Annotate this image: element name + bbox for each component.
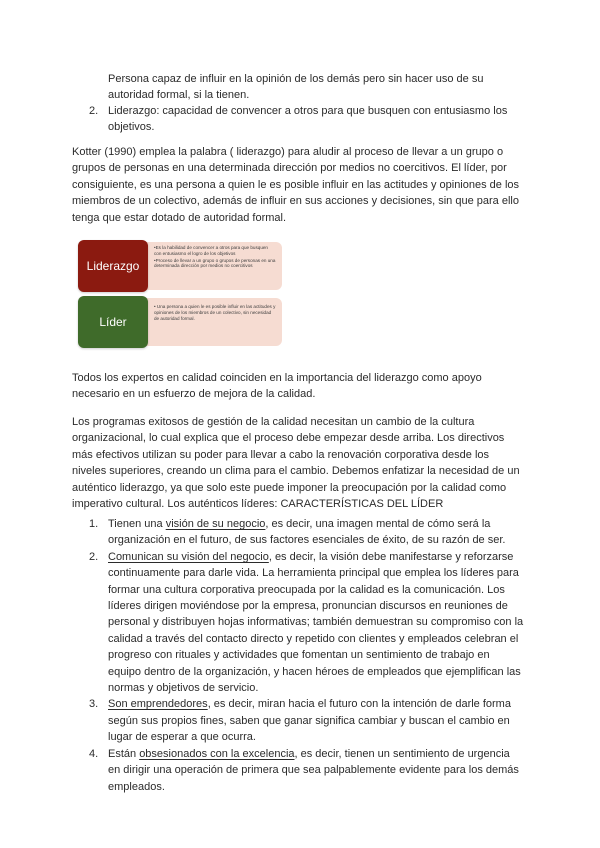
- paragraph-line: más efectivos utilizan su poder para llevar a cabo la renovación corporativa desde los: [72, 448, 490, 461]
- list-item: [89, 746, 534, 795]
- characteristic-line: progreso con rituales y actividades que fomentan un sentimiento de trabajo en: [108, 649, 490, 662]
- characteristic-suffix: , es decir, la visión debe manifestarse y reforzarse: [268, 550, 514, 563]
- characteristic-line: personal y distribuyen hojas informativas; también demuestran su compromiso con la: [108, 616, 524, 629]
- paragraph-line: necesario en un esfuerzo de mejora de la calidad.: [72, 388, 316, 401]
- liderazgo-bullet: •Proceso de llevar a un grupo o grupos de personas en una determinada dirección por medios no coercitivos: [154, 257, 276, 269]
- liderazgo-bullet: •Es la habilidad de convencer a otros para que busquen con entusiasmo el logro de los objetivos: [154, 245, 268, 256]
- liderazgo-lider-diagram: [78, 238, 282, 350]
- paragraph-line: Kotter (1990) emplea la palabra ( liderazgo) para aludir al proceso de llevar a un grupo o: [72, 146, 504, 158]
- paragraph-line: consiguiente, es una persona a quien le es posible influir en las actitudes y opiniones de los: [72, 178, 520, 191]
- paragraph-line: auténtico liderazgo, ya que solo este puede imponer la preocupación por la calidad como: [72, 481, 507, 494]
- definition-line: Liderazgo: capacidad de convencer a otros para que busquen con entusiasmo los: [108, 105, 508, 117]
- characteristic-first-line: [108, 516, 534, 532]
- liderazgo-description-panel: [140, 242, 282, 290]
- characteristic-first-line: [108, 746, 534, 762]
- characteristic-line: calidad a través del contacto directo y repetido con clientes y empleados celebran el: [108, 632, 519, 645]
- characteristic-keyword: Comunican su visión del negocio: [108, 550, 269, 563]
- characteristics-list: [89, 516, 534, 795]
- list-number: 1.: [89, 518, 99, 530]
- list-number: 4.: [89, 747, 99, 760]
- list-item: [89, 549, 534, 697]
- list-item: [89, 696, 534, 745]
- lider-description-panel: [140, 298, 282, 346]
- kotter-paragraph: [72, 144, 532, 226]
- intro-line: autoridad formal, si la tienen.: [108, 89, 250, 102]
- definition-list-item: [89, 103, 529, 136]
- characteristic-line: organización en el futuro, de sus factores esenciales de éxito, de su razón de ser.: [108, 534, 506, 547]
- lider-bullet: • Una persona a quien le es posible influir en las actitudes y opiniones de los miembros de un colectivo, sin necesidad de autoridad formal.: [154, 304, 276, 321]
- list-item: [89, 516, 534, 549]
- characteristic-suffix: , es decir, miran hacia el futuro con la intención de darle forma: [207, 698, 511, 711]
- characteristic-line: continuamente para darle vida. La herramienta principal que emplea los líderes para: [108, 567, 519, 580]
- definition-line: objetivos.: [108, 121, 155, 134]
- diagram-row-liderazgo: [78, 240, 282, 292]
- paragraph-line: imperativo cultural. Los auténticos líderes: CARACTERÍSTICAS DEL LÍDER: [72, 498, 444, 511]
- paragraph-line: niveles superiores, creando un clima para el cambio. Debemos enfatizar la necesidad de un: [72, 465, 520, 478]
- programs-paragraph: [72, 414, 532, 512]
- paragraph-line: miembros de un colectivo, además de influir en sus acciones y decisiones, sin que para ello: [72, 195, 519, 208]
- list-number: 3.: [89, 698, 99, 711]
- diagram-row-lider: [78, 296, 282, 348]
- characteristic-keyword: visión de su negocio: [165, 518, 266, 530]
- characteristic-line: según sus propios fines, saben que ganar significa cambiar y buscan el cambio en: [108, 714, 510, 727]
- intro-line: Persona capaz de influir en la opinión de los demás pero sin hacer uso de su: [108, 73, 484, 85]
- characteristic-line: formar una cultura corporativa preocupada por la calidad es la comunicación. Los: [108, 583, 505, 596]
- paragraph-line: tenga que estar dotado de autoridad formal.: [72, 211, 287, 224]
- characteristic-suffix: , es decir, tienen un sentimiento de urgencia: [294, 747, 510, 760]
- characteristic-line: empleados.: [108, 780, 165, 793]
- experts-paragraph: [72, 370, 532, 403]
- paragraph-line: organizacional, lo cual explica que el proceso debe empezar desde arriba. Los directivos: [72, 432, 505, 445]
- liderazgo-label-box: Liderazgo: [78, 240, 148, 292]
- paragraph-line: grupos de personas en una determinada dirección por medios no coercitivos. El líder, por: [72, 162, 507, 175]
- characteristic-keyword: obsesionados con la excelencia: [139, 747, 295, 760]
- lider-label-box: Líder: [78, 296, 148, 348]
- intro-continuation: [108, 71, 528, 104]
- characteristic-line: líderes dirigen moviéndose por la empresa, pronuncian discursos en reuniones de: [108, 600, 508, 613]
- characteristic-line: normas y objetivos de servicio.: [108, 682, 259, 695]
- characteristic-prefix: Tienen una: [108, 518, 166, 530]
- characteristic-suffix: , es decir, una imagen mental de cómo será la: [265, 518, 491, 530]
- characteristic-line: en dirigir una operación de primera que sea palpablemente evidente para los demás: [108, 764, 519, 777]
- characteristic-line: lugar de esperar a que ocurra.: [108, 731, 256, 744]
- list-number: 2.: [89, 550, 99, 563]
- list-number: 2.: [89, 105, 99, 117]
- characteristic-keyword: Son emprendedores: [108, 698, 208, 711]
- characteristic-first-line: [108, 549, 534, 565]
- paragraph-line: Todos los expertos en calidad coinciden en la importancia del liderazgo como apoyo: [72, 372, 482, 384]
- characteristic-first-line: [108, 696, 534, 712]
- characteristic-prefix: Están: [108, 747, 140, 760]
- paragraph-line: Los programas exitosos de gestión de la calidad necesitan un cambio de la cultura: [72, 416, 475, 428]
- characteristic-line: equipo dentro de la organización, y hacen héroes de empleados que ejemplifican las: [108, 665, 521, 678]
